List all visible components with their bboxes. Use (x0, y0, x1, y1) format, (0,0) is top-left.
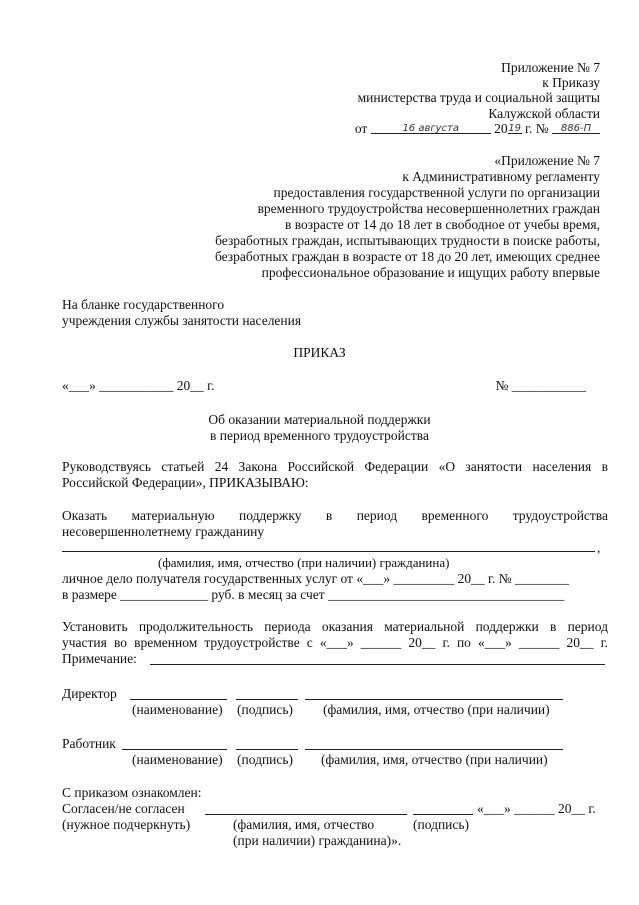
appendix-ministry: министерства труда и социальной защиты (357, 90, 600, 105)
ack-caption-underline: (нужное подчеркнуть) (62, 817, 191, 832)
regulation-line: предоставления государственной услуги по организации (273, 185, 600, 200)
regulation-line: безработных граждан в возрасте от 18 до 20 лет, имеющих среднее (214, 249, 600, 264)
worker-label: Работник (62, 736, 116, 751)
citizen-name-caption: (фамилия, имя, отчество (при наличии) гражданина) (158, 555, 450, 570)
worker-name-rule (122, 749, 227, 750)
director-caption-name: (наименование) (132, 702, 223, 717)
citizen-name-comma: , (597, 540, 601, 555)
worker-sign-rule (236, 749, 298, 750)
ack-caption-fio: (фамилия, имя, отчество (233, 817, 375, 832)
worker-caption-name: (наименование) (132, 752, 223, 767)
director-caption-fio: (фамилия, имя, отчество (при наличии) (323, 702, 550, 717)
ack-caption-fio2: (при наличии) гражданина)». (233, 833, 402, 848)
handwritten-number: 886-П (560, 123, 592, 134)
regulation-line: к Административному регламенту (402, 169, 600, 184)
handwritten-date: 16 августа (402, 123, 459, 134)
director-sign-rule (236, 699, 298, 700)
blank-note-line1: На бланке государственного (62, 297, 225, 312)
appendix-date-line (355, 121, 600, 137)
regulation-line: в возрасте от 14 до 18 лет в свободное от учебы время, (284, 217, 600, 232)
regulation-line: безработных граждан, испытывающих трудности в поиске работы, (215, 233, 600, 248)
ack-line1: С приказом ознакомлен: (62, 785, 202, 800)
year-prefix: 20 (494, 121, 508, 136)
ack-date: «___» ______ 20__ г. (477, 801, 596, 816)
date-prefix: от (354, 121, 368, 136)
order-number: № ___________ (495, 378, 586, 393)
director-caption-sign: (подпись) (237, 702, 294, 717)
ack-agree-label: Согласен/не согласен (62, 801, 185, 816)
order-subject-line1: Об оказании материальной поддержки (208, 412, 431, 427)
appendix-title: Приложение № 7 (501, 60, 600, 75)
date-field (371, 121, 491, 134)
appendix-region: Калужской области (488, 106, 600, 121)
ack-fio-rule (205, 814, 407, 815)
ack-caption-sign: (подпись) (413, 817, 470, 832)
year-field (508, 121, 522, 134)
personal-file-line: личное дело получателя государственных услуг от «___» _________ 20__ г. № ________ (62, 571, 569, 586)
worker-caption-fio: (фамилия, имя, отчество (при наличии) (321, 752, 548, 767)
order-date: «___» ___________ 20__ г. (62, 378, 215, 393)
worker-caption-sign: (подпись) (237, 752, 294, 767)
number-field (552, 121, 600, 134)
regulation-line: временного трудоустройства несовершеннолетних граждан (257, 201, 600, 216)
ack-sign-rule (413, 814, 473, 815)
basis-line1: Руководствуясь статьей 24 Закона Российской Федерации «О занятости населения в (62, 459, 608, 474)
duration-line1: Установить продолжительность периода оказания материальной поддержки в период (62, 619, 608, 634)
note-rule (150, 664, 605, 665)
support-line2: несовершеннолетнему гражданину (62, 524, 265, 539)
director-name-rule (130, 699, 227, 700)
amount-line: в размере _____________ руб. в месяц за счет ___________________________________ (62, 587, 565, 602)
citizen-name-rule (62, 551, 595, 552)
director-fio-rule (305, 699, 563, 700)
note-label: Примечание: (62, 651, 137, 666)
support-line1: Оказать материальную поддержку в период временного трудоустройства (62, 508, 608, 523)
worker-fio-rule (305, 749, 563, 750)
number-prefix: г. № (524, 121, 549, 136)
handwritten-year: 19 (508, 123, 521, 134)
blank-note-line2: учреждения службы занятости населения (62, 313, 302, 328)
appendix-to-order: к Приказу (542, 75, 600, 90)
basis-line2: Российской Федерации», ПРИКАЗЫВАЮ: (62, 475, 309, 490)
regulation-line: профессиональное образование и ищущих работу впервые (261, 265, 600, 280)
order-subject-line2: в период временного трудоустройства (210, 428, 429, 443)
regulation-line: «Приложение № 7 (494, 153, 600, 168)
duration-line2: участия во временном трудоустройстве с «___» ______ 20__ г. по «___» ______ 20__ г. (62, 635, 608, 650)
order-title: ПРИКАЗ (293, 345, 346, 360)
director-label: Директор (62, 686, 117, 701)
